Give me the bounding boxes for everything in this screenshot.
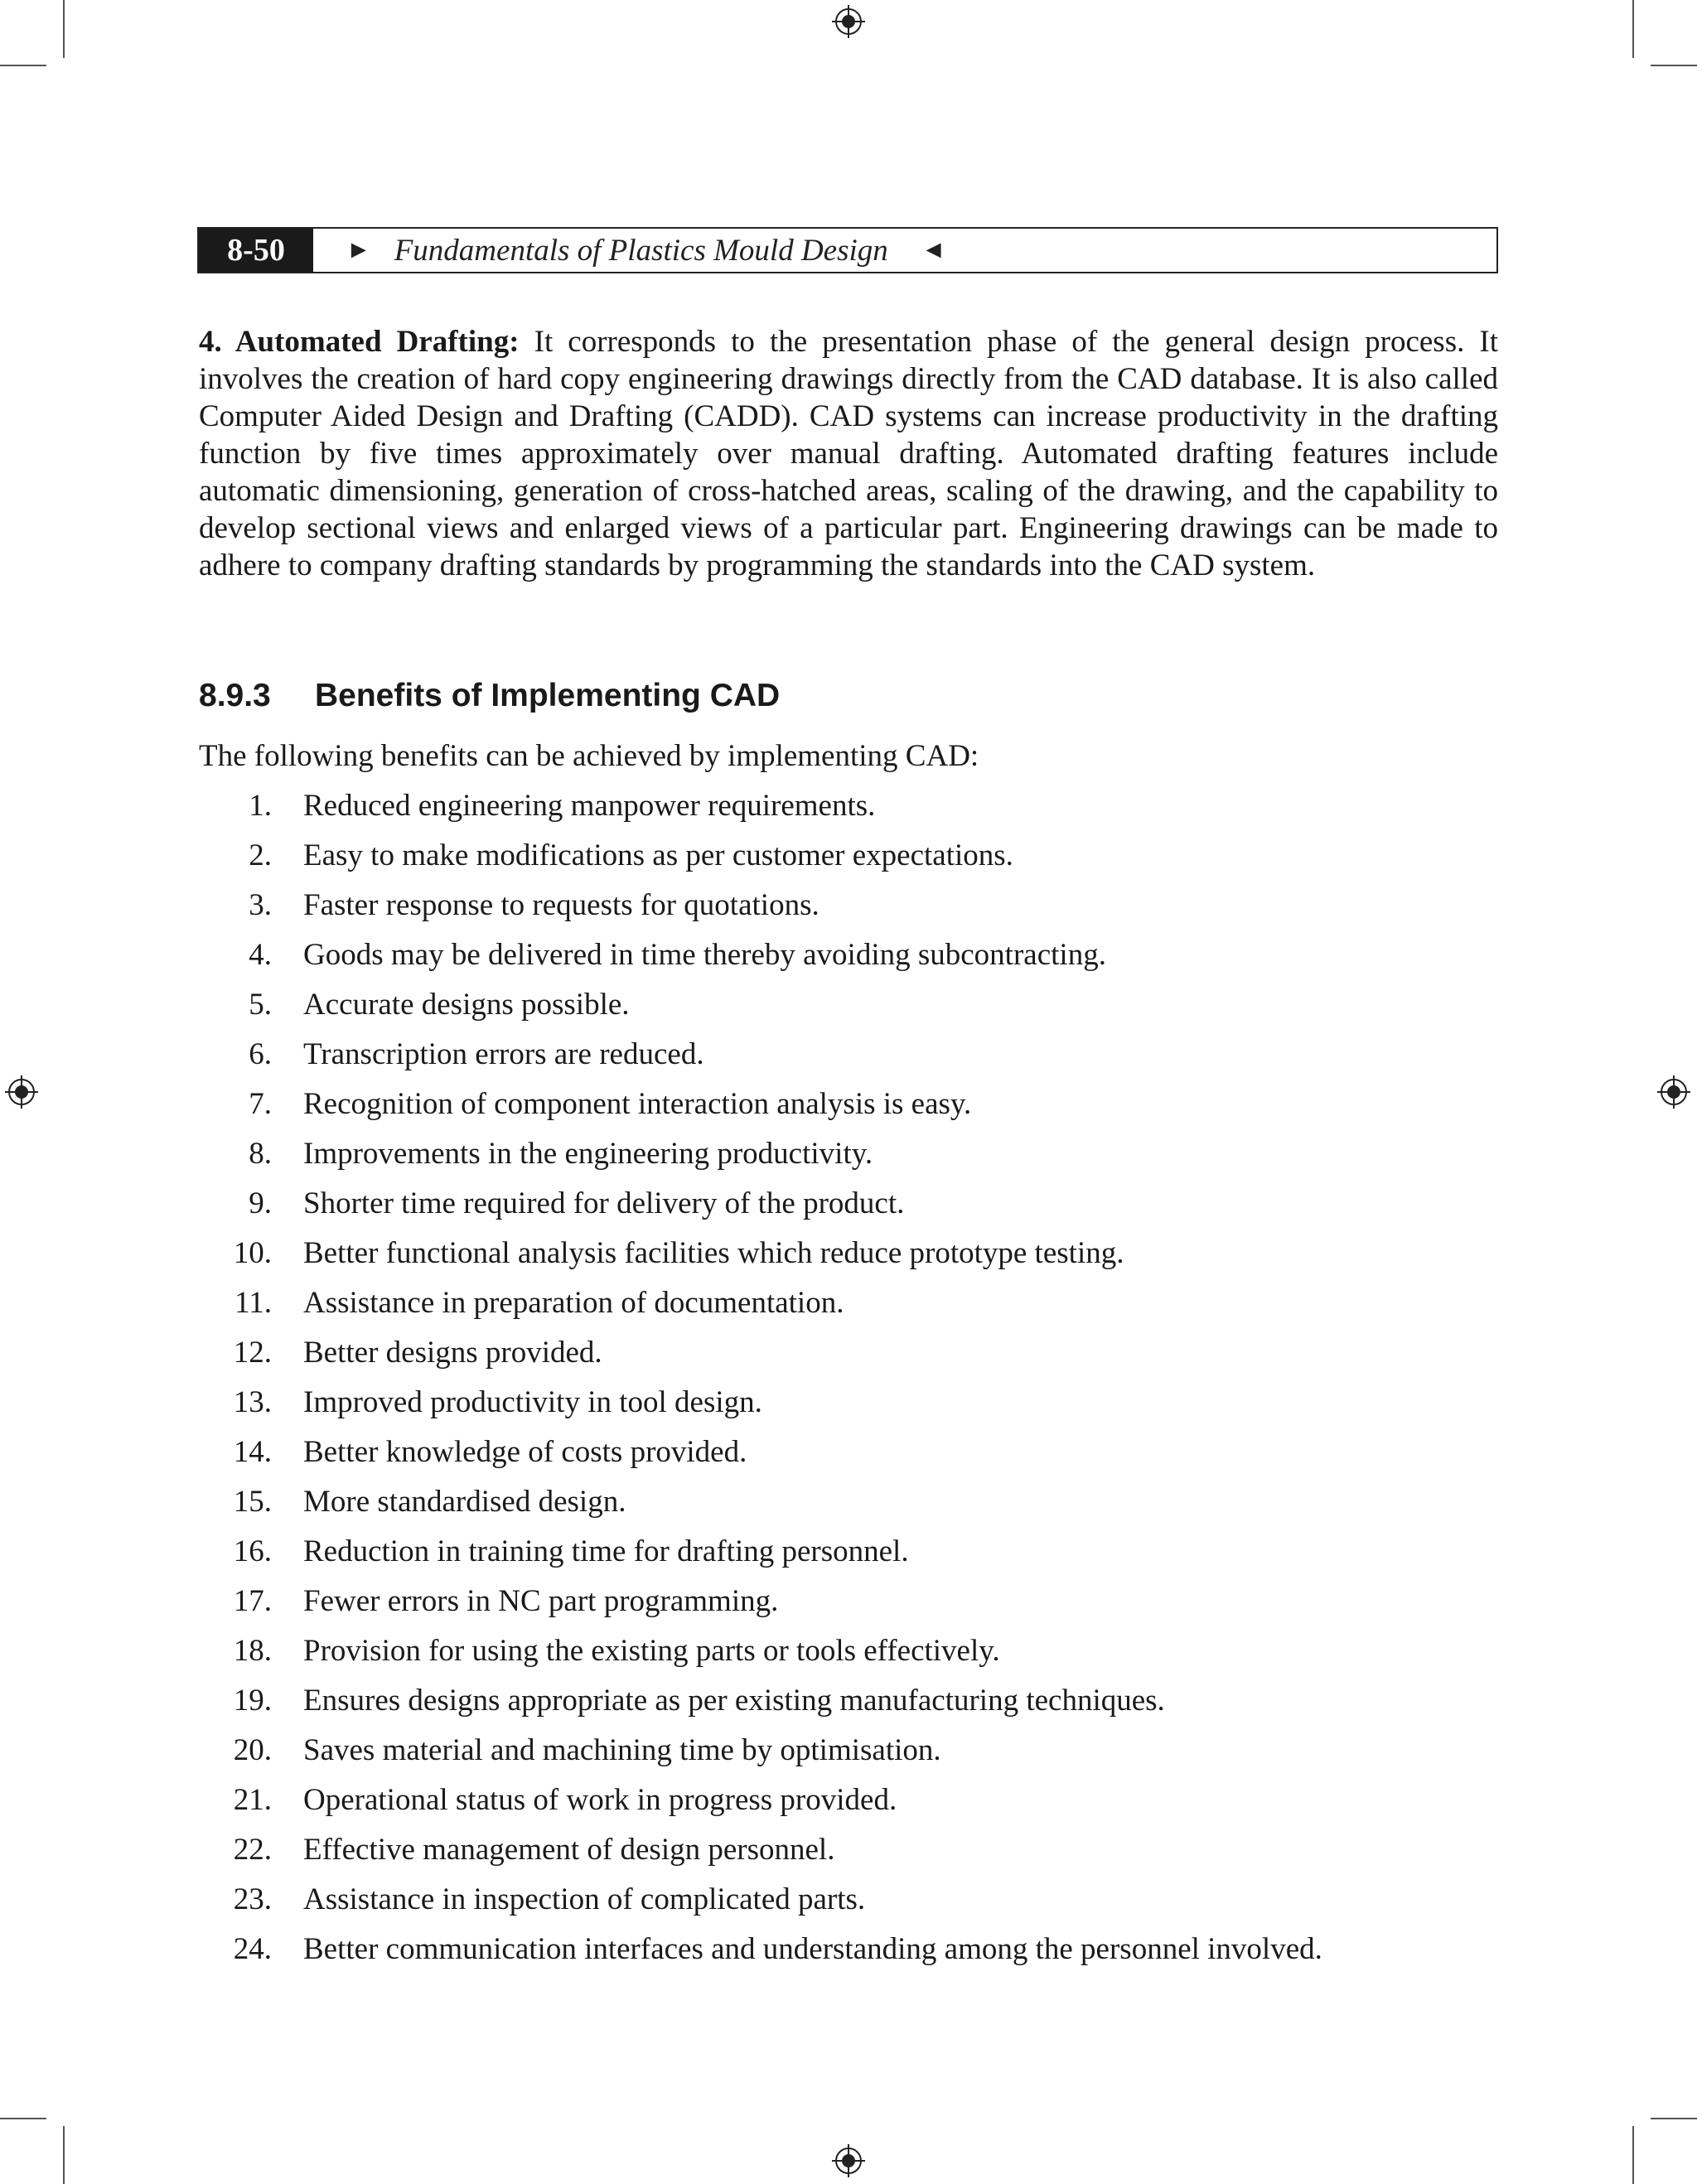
list-item	[199, 1334, 1322, 1384]
list-item	[199, 887, 1322, 936]
crop-mark	[1651, 2118, 1697, 2119]
crop-mark	[63, 2126, 65, 2184]
list-item-text: Better communication interfaces and understanding among the personnel involved.	[303, 1932, 1322, 1966]
list-item-text: Fewer errors in NC part programming.	[303, 1584, 779, 1618]
list-item-number: 5.	[249, 988, 272, 1022]
registration-mark-icon	[832, 2144, 865, 2177]
list-item	[199, 1781, 1322, 1831]
list-item-number: 6.	[249, 1037, 272, 1071]
section-number: 8.9.3	[199, 678, 271, 713]
left-arrow-icon: ◄	[921, 236, 946, 263]
list-item-text: Provision for using the existing parts or tools effectively.	[303, 1634, 1000, 1668]
book-title: Fundamentals of Plastics Mould Design	[394, 233, 888, 268]
list-item-text: Better functional analysis facilities which reduce prototype testing.	[303, 1236, 1124, 1270]
list-item-text: Effective management of design personnel.	[303, 1833, 835, 1867]
crop-mark	[63, 0, 65, 58]
list-item-text: Assistance in inspection of complicated parts.	[303, 1882, 866, 1916]
list-item-number: 22.	[233, 1833, 272, 1867]
list-item-text: Assistance in preparation of documentation.	[303, 1286, 844, 1320]
list-item	[199, 1284, 1322, 1334]
list-item-number: 3.	[249, 888, 272, 922]
list-item-number: 10.	[233, 1236, 272, 1270]
list-item	[199, 1831, 1322, 1881]
list-item-number: 12.	[233, 1336, 272, 1370]
list-item-number: 15.	[233, 1485, 272, 1519]
crop-mark	[1632, 0, 1634, 58]
registration-mark-icon	[5, 1075, 38, 1109]
list-item-text: Better knowledge of costs provided.	[303, 1435, 747, 1469]
list-item-text: Improvements in the engineering productivity.	[303, 1137, 873, 1171]
list-item	[199, 837, 1322, 887]
section-heading	[199, 678, 780, 714]
list-item	[199, 936, 1322, 986]
list-item-text: Faster response to requests for quotations.	[303, 888, 819, 922]
list-item-number: 21.	[233, 1783, 272, 1817]
list-item-number: 7.	[249, 1087, 272, 1121]
list-item-number: 2.	[249, 838, 272, 872]
list-item	[199, 986, 1322, 1036]
list-item	[199, 1235, 1322, 1284]
list-item	[199, 1384, 1322, 1433]
list-item-number: 16.	[233, 1534, 272, 1568]
benefits-list	[199, 787, 1322, 1980]
registration-mark-icon	[832, 5, 865, 38]
list-item	[199, 1185, 1322, 1235]
automated-drafting-paragraph	[199, 323, 1498, 584]
list-item	[199, 1582, 1322, 1632]
crop-mark	[0, 65, 46, 66]
list-item-text: More standardised design.	[303, 1485, 626, 1519]
list-item	[199, 1036, 1322, 1085]
list-item	[199, 787, 1322, 837]
list-item-text: Accurate designs possible.	[303, 988, 630, 1022]
list-item-text: Recognition of component interaction analysis is easy.	[303, 1087, 972, 1121]
paragraph-lead: 4. Automated Drafting:	[199, 325, 520, 359]
list-item-text: Ensures designs appropriate as per existing manufacturing techniques.	[303, 1684, 1165, 1718]
list-item	[199, 1881, 1322, 1930]
list-item-number: 11.	[234, 1286, 272, 1320]
right-arrow-icon: ►	[346, 236, 371, 263]
list-item-number: 20.	[233, 1733, 272, 1767]
registration-mark-icon	[1657, 1075, 1690, 1109]
list-item	[199, 1483, 1322, 1533]
section-title: Benefits of Implementing CAD	[315, 678, 781, 713]
list-item-text: Transcription errors are reduced.	[303, 1037, 704, 1071]
list-item-text: Goods may be delivered in time thereby avoiding subcontracting.	[303, 938, 1106, 972]
running-header	[197, 227, 1498, 273]
list-item-text: Reduced engineering manpower requirements.	[303, 789, 876, 823]
list-item-text: Operational status of work in progress provided.	[303, 1783, 897, 1817]
list-item-text: Reduction in training time for drafting personnel.	[303, 1534, 909, 1568]
list-item	[199, 1632, 1322, 1682]
list-item-number: 24.	[233, 1932, 272, 1966]
list-item-text: Improved productivity in tool design.	[303, 1385, 762, 1419]
list-item-number: 17.	[233, 1584, 272, 1618]
list-item	[199, 1433, 1322, 1483]
list-item-number: 8.	[249, 1137, 272, 1171]
list-item	[199, 1135, 1322, 1185]
list-item-text: Saves material and machining time by optimisation.	[303, 1733, 941, 1767]
list-item-number: 14.	[233, 1435, 272, 1469]
list-item-number: 4.	[249, 938, 272, 972]
list-item-number: 18.	[233, 1634, 272, 1668]
list-item	[199, 1930, 1322, 1980]
crop-mark	[0, 2118, 46, 2119]
list-item-text: Easy to make modifications as per customer expectations.	[303, 838, 1013, 872]
list-item-text: Better designs provided.	[303, 1336, 602, 1370]
list-item	[199, 1732, 1322, 1781]
list-item	[199, 1533, 1322, 1582]
list-item	[199, 1085, 1322, 1135]
list-item	[199, 1682, 1322, 1732]
list-item-number: 13.	[233, 1385, 272, 1419]
paragraph-body: It corresponds to the presentation phase of the general design process. It involves the creation of hard copy engineering drawings directly from the CAD database. It is also called Computer Aided Design and Drafting (CADD). CAD systems can increase productivity in the drafting function by five times approximately over manual drafting. Automated drafting features include automatic dimensioning, generation of cross-hatched areas, scaling of the drawing, and the capability to develop sectional views and enlarged views of a particular part. Engineering drawings can be made to adhere to company drafting standards by programming the standards into the CAD system.	[199, 325, 1499, 582]
list-item-number: 19.	[233, 1684, 272, 1718]
list-item-text: Shorter time required for delivery of the product.	[303, 1186, 905, 1220]
list-item-number: 23.	[233, 1882, 272, 1916]
section-intro: The following benefits can be achieved by implementing CAD:	[199, 739, 979, 773]
page-number: 8-50	[199, 229, 313, 272]
crop-mark	[1651, 65, 1697, 66]
list-item-number: 9.	[249, 1186, 272, 1220]
crop-mark	[1632, 2126, 1634, 2184]
list-item-number: 1.	[249, 789, 272, 823]
